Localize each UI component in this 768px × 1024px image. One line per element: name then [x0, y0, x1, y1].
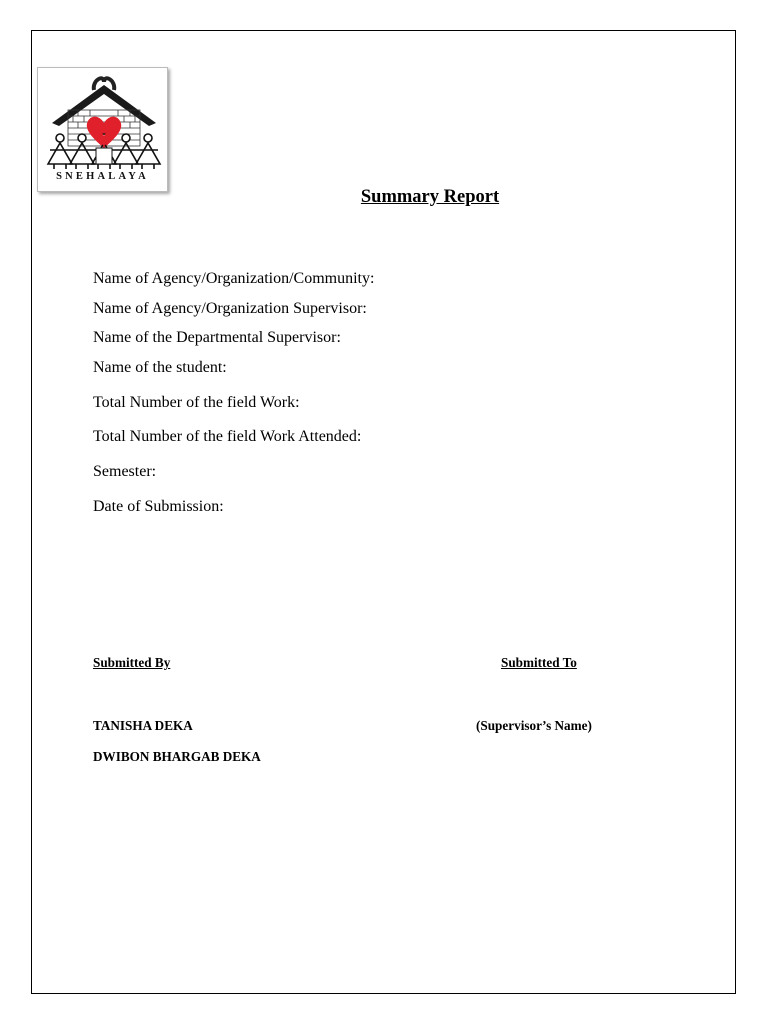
- field-total-field-work: Total Number of the field Work:: [93, 394, 300, 411]
- supervisor-name-placeholder: (Supervisor’s Name): [476, 718, 592, 733]
- submitter-name-1: TANISHA DEKA: [93, 718, 193, 733]
- house-children-logo-icon: [38, 68, 169, 173]
- report-title: Summary Report: [360, 187, 500, 207]
- field-agency: Name of Agency/Organization/Community:: [93, 270, 375, 287]
- snehalaya-logo: [37, 67, 168, 192]
- field-total-attended: Total Number of the field Work Attended:: [93, 428, 362, 445]
- field-student-name: Name of the student:: [93, 359, 227, 376]
- submitted-by-label: Submitted By: [93, 655, 171, 670]
- submitted-to-label: Submitted To: [501, 655, 577, 670]
- field-agency-supervisor: Name of Agency/Organization Supervisor:: [93, 300, 367, 317]
- field-departmental-supervisor: Name of the Departmental Supervisor:: [93, 329, 341, 346]
- field-semester: Semester:: [93, 463, 157, 480]
- logo-text: SNEHALAYA: [56, 171, 149, 182]
- submitter-name-2: DWIBON BHARGAB DEKA: [93, 749, 261, 764]
- field-date-of-submission: Date of Submission:: [93, 498, 224, 515]
